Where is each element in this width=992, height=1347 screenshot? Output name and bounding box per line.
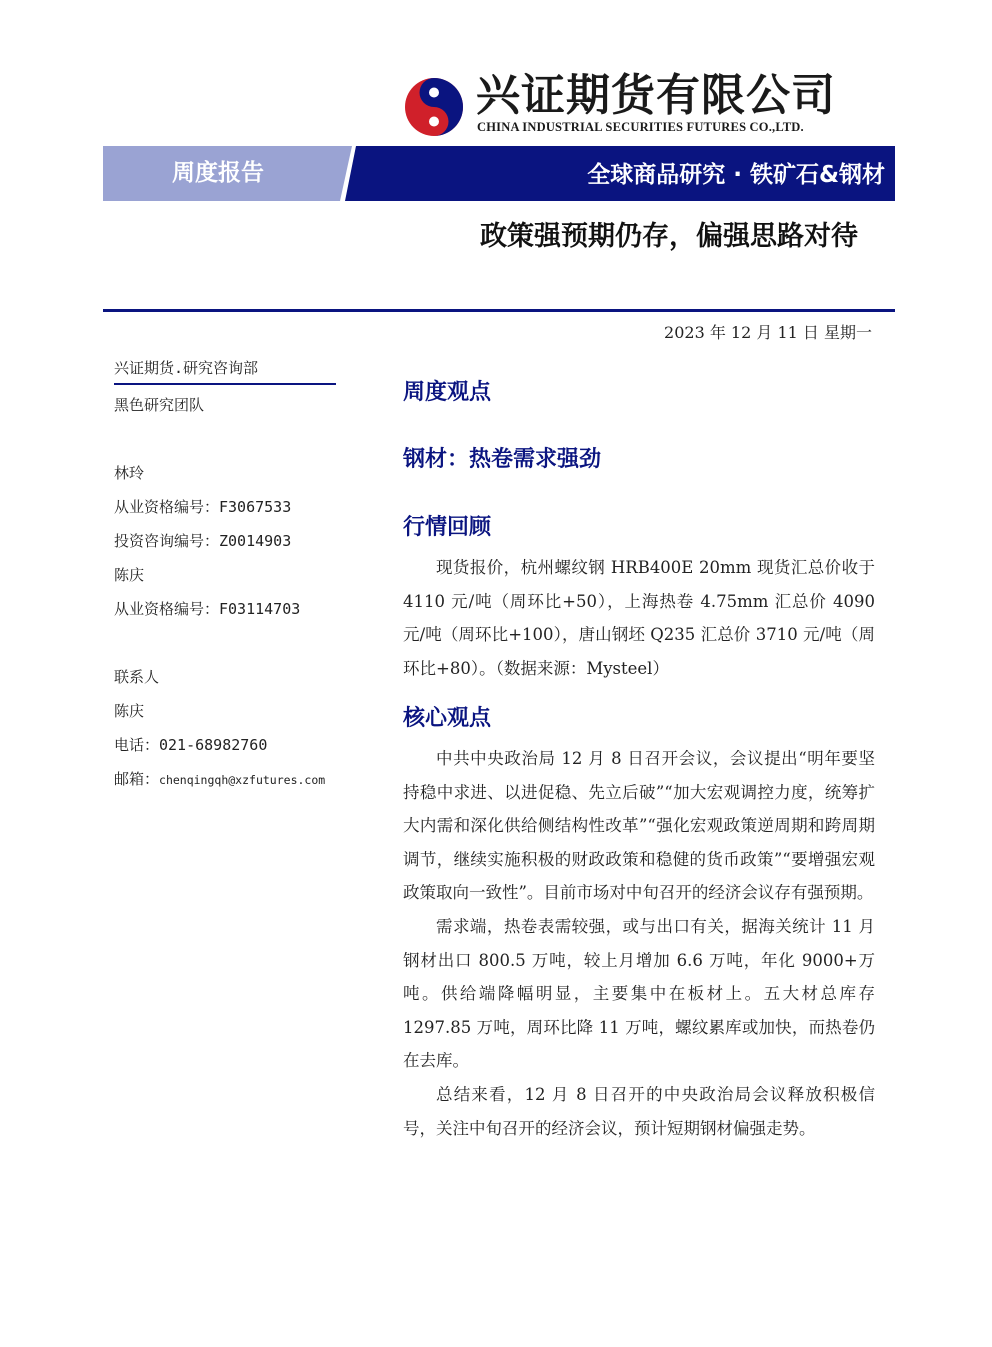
core-heading: 核心观点 bbox=[403, 706, 492, 731]
report-headline: 政策强预期仍存，偏强思路对待 bbox=[480, 221, 858, 252]
banner-divider bbox=[340, 146, 362, 201]
analyst-name: 陈庆 bbox=[114, 566, 145, 584]
report-date: 2023 年 12 月 11 日 星期一 bbox=[664, 323, 872, 342]
section-subtitle: 钢材：热卷需求强劲 bbox=[403, 447, 602, 472]
contact-email-row bbox=[114, 768, 325, 789]
core-paragraphs bbox=[403, 742, 875, 1145]
review-paragraph bbox=[403, 551, 875, 685]
review-text: 现货报价，杭州螺纹钢 HRB400E 20mm 现货汇总价收于 4110 元/吨（周环比+50），上海热卷 4.75mm 汇总价 4090 元/吨（周环比+100），唐山钢坯 Q235 汇总价 3710 元/吨（周环比+80）。（数据来源：Mysteel） bbox=[403, 558, 875, 678]
contact-email-link[interactable]: chenqingqh@xzfutures.com bbox=[159, 773, 326, 787]
analyst-name: 林玲 bbox=[114, 464, 145, 482]
report-type-label: 周度报告 bbox=[172, 160, 264, 186]
header-divider bbox=[103, 309, 895, 312]
company-name-en: CHINA INDUSTRIAL SECURITIES FUTURES CO.,LTD. bbox=[477, 120, 804, 134]
sidebar-org: 兴证期货.研究咨询部 bbox=[114, 359, 259, 377]
analyst-license: 从业资格编号：F3067533 bbox=[114, 498, 292, 516]
core-paragraph: 需求端，热卷表需较强，或与出口有关，据海关统计 11 月钢材出口 800.5 万吨，较上月增加 6.6 万吨，年化 9000+万吨。供给端降幅明显，主要集中在板材上。五大材总库存 1297.85 万吨，周环比降 11 万吨，螺纹累库或加快，而热卷仍在去库。 bbox=[403, 916, 875, 1071]
core-paragraph: 中共中央政治局 12 月 8 日召开会议，会议提出“明年要坚持稳中求进、以进促稳、先立后破”“加大宏观调控力度，统筹扩大内需和深化供给侧结构性改革”“强化宏观政策逆周期和跨周期调节，继续实施积极的财政政策和稳健的货币政策”“要增强宏观政策取向一致性”。目前市场对中旬召开的经济会议存有强预期。 bbox=[403, 749, 875, 903]
company-name-cn: 兴证期货有限公司 bbox=[476, 70, 836, 121]
sidebar-team: 黑色研究团队 bbox=[114, 396, 205, 414]
contact-name: 陈庆 bbox=[114, 702, 145, 720]
contact-phone: 电话：021-68982760 bbox=[114, 736, 268, 754]
sidebar-divider bbox=[114, 383, 336, 385]
contact-label: 联系人 bbox=[114, 668, 160, 686]
core-paragraph: 总结来看，12 月 8 日召开的中央政治局会议释放积极信号，关注中旬召开的经济会议，预计短期钢材偏强走势。 bbox=[403, 1084, 875, 1138]
analyst-license: 从业资格编号：F03114703 bbox=[114, 600, 301, 618]
email-label: 邮箱： bbox=[114, 770, 160, 788]
section-title: 周度观点 bbox=[403, 380, 492, 405]
report-category-title: 全球商品研究 · 铁矿石&钢材 bbox=[587, 162, 885, 188]
company-logo-icon bbox=[403, 76, 465, 138]
review-heading: 行情回顾 bbox=[403, 515, 492, 540]
analyst-license: 投资咨询编号：Z0014903 bbox=[114, 532, 292, 550]
